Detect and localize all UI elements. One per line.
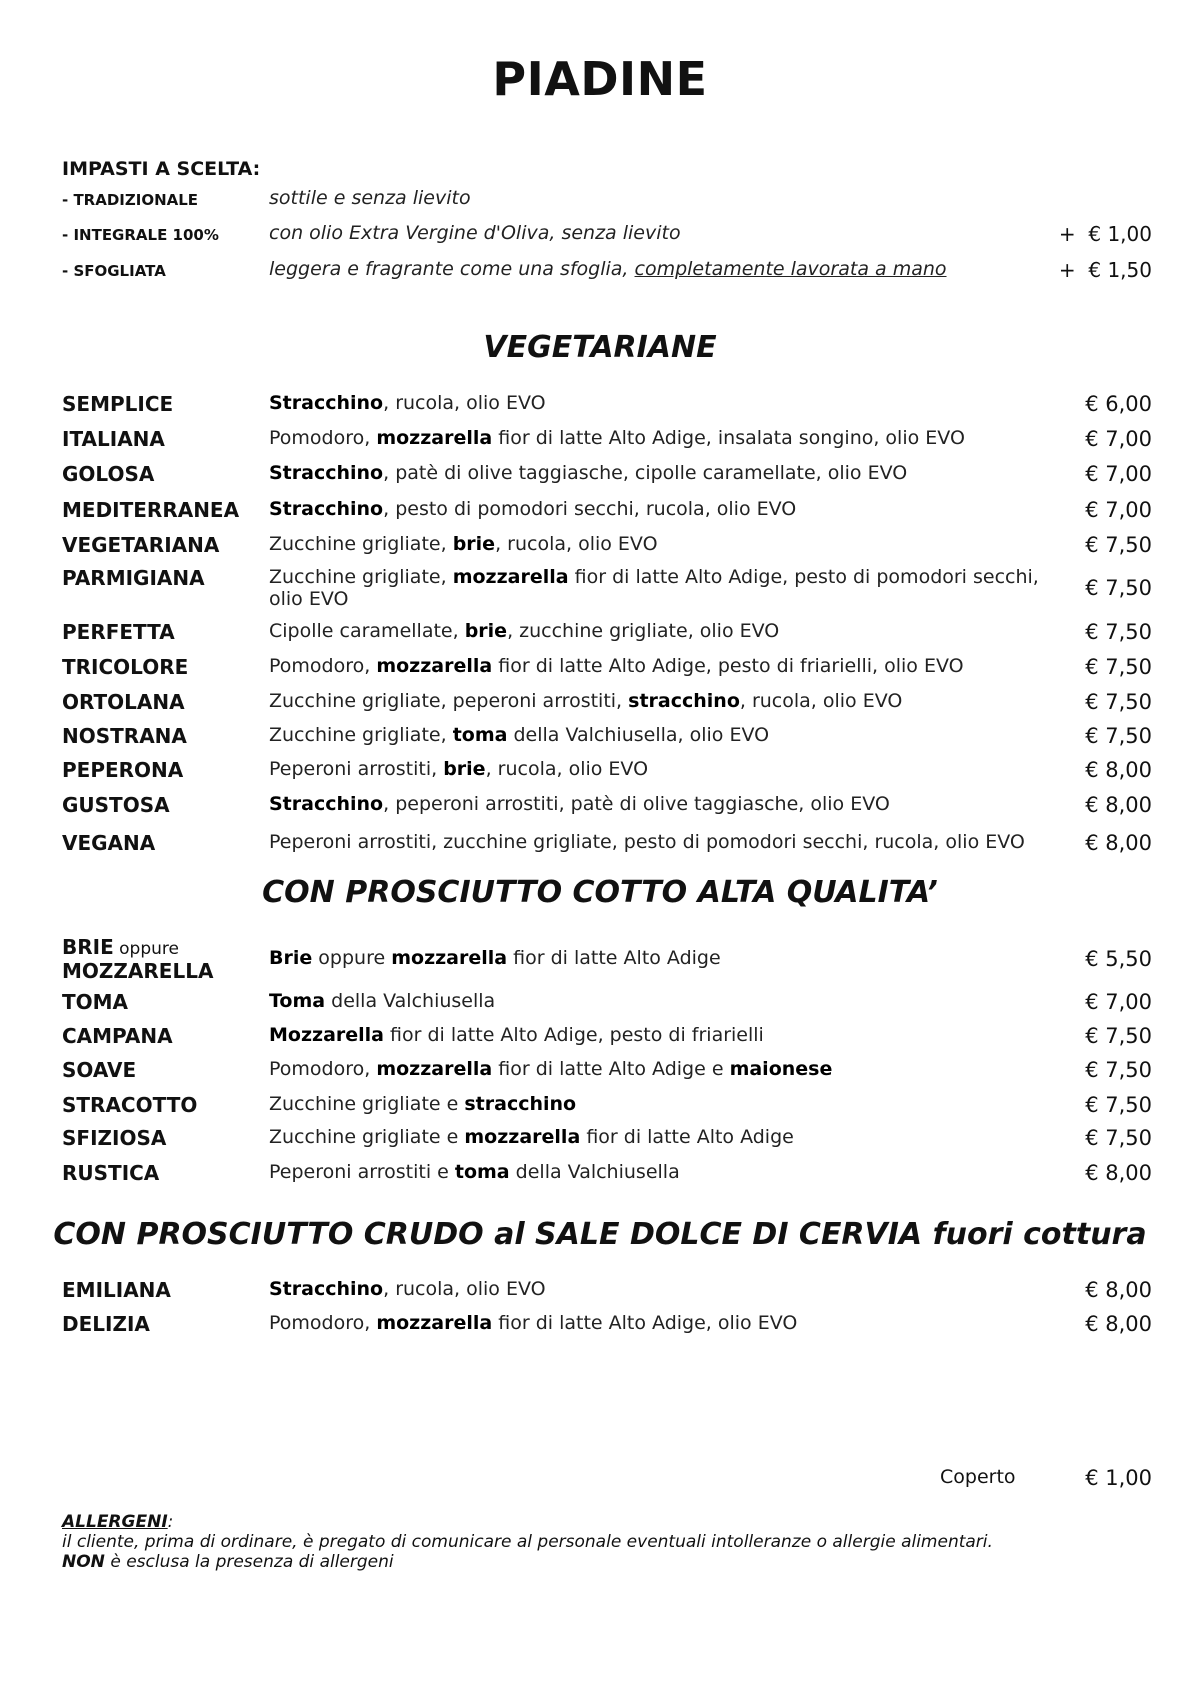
allergen-line-1: il cliente, prima di ordinare, è pregato di comunicare al personale eventuali intolleranze o allergie alimentari. <box>62 1532 993 1552</box>
item-name <box>62 935 213 983</box>
ingredient-text: , rucola, olio EVO <box>383 392 546 414</box>
item-name <box>62 392 173 416</box>
item-name <box>62 1058 136 1082</box>
item-name-text: VEGANA <box>62 831 156 855</box>
ingredient-highlight: Stracchino <box>269 462 384 484</box>
ingredient-highlight: stracchino <box>464 1093 577 1115</box>
item-name <box>62 498 239 522</box>
ingredient-highlight: mozzarella <box>452 566 569 588</box>
dough-description <box>269 222 681 244</box>
item-name-line2: MOZZARELLA <box>62 959 214 983</box>
item-price: € 7,50 <box>1085 724 1152 748</box>
item-description <box>269 1093 1059 1115</box>
item-description <box>269 947 1059 969</box>
ingredient-text: Peperoni arrostiti e <box>269 1161 455 1183</box>
item-price: € 8,00 <box>1085 831 1152 855</box>
item-description <box>269 1126 1059 1148</box>
item-name <box>62 1024 173 1048</box>
item-description <box>269 462 1059 484</box>
item-description <box>269 427 1059 449</box>
item-name <box>62 990 128 1014</box>
ingredient-text: Zucchine grigliate e <box>269 1126 465 1148</box>
dough-description-underlined: completamente lavorata a mano <box>634 258 947 280</box>
item-name-small: oppure <box>113 939 179 959</box>
item-description <box>269 566 1059 610</box>
item-description <box>269 392 1059 414</box>
item-name-text: TRICOLORE <box>62 655 189 679</box>
item-name <box>62 620 175 644</box>
ingredient-text: , rucola, olio EVO <box>485 758 649 780</box>
dough-row <box>62 222 1152 252</box>
item-price: € 6,00 <box>1085 392 1152 416</box>
item-description <box>269 1024 1059 1046</box>
item-name <box>62 655 188 679</box>
ingredient-text: , rucola, olio EVO <box>495 533 658 555</box>
cover-label: Coperto <box>940 1466 1016 1488</box>
item-name <box>62 462 154 486</box>
ingredient-text: , peperoni arrostiti, patè di olive taggiasche, olio EVO <box>383 793 890 815</box>
ingredient-text: Zucchine grigliate, <box>269 566 453 588</box>
ingredient-text: della Valchiusella, olio EVO <box>507 724 770 746</box>
item-description <box>269 620 1059 642</box>
item-description <box>269 1278 1059 1300</box>
item-name <box>62 1161 159 1185</box>
page-title: PIADINE <box>492 52 708 106</box>
ingredient-text: della Valchiusella <box>509 1161 680 1183</box>
doughs-heading: IMPASTI A SCELTA: <box>62 158 261 180</box>
dough-name: - SFOGLIATA <box>62 262 166 280</box>
ingredient-text: Zucchine grigliate e <box>269 1093 465 1115</box>
allergen-line-2 <box>62 1552 993 1572</box>
ingredient-text: Peperoni arrostiti, <box>269 758 444 780</box>
dough-description-text: con olio Extra Vergine d'Oliva, senza lievito <box>269 222 681 244</box>
section-title: VEGETARIANE <box>483 330 717 365</box>
item-description <box>269 655 1059 677</box>
item-price: € 8,00 <box>1085 793 1152 817</box>
item-name <box>62 793 170 817</box>
item-name <box>62 1126 166 1150</box>
dough-description <box>269 258 947 280</box>
item-name <box>62 427 165 451</box>
ingredient-highlight: mozzarella <box>376 427 493 449</box>
item-name-text: GUSTOSA <box>62 793 170 817</box>
item-name-text: VEGETARIANA <box>62 533 220 557</box>
item-price: € 8,00 <box>1085 1278 1152 1302</box>
ingredient-text: oppure <box>312 947 392 969</box>
ingredient-highlight: brie <box>464 620 508 642</box>
ingredient-highlight: mozzarella <box>376 1312 493 1334</box>
item-name-text: PEPERONA <box>62 758 184 782</box>
dough-row <box>62 187 1152 217</box>
item-name-text: EMILIANA <box>62 1278 171 1302</box>
ingredient-highlight: Stracchino <box>269 1278 384 1300</box>
allergen-title-suffix: : <box>167 1512 174 1532</box>
allergen-line-2-rest: è esclusa la presenza di allergeni <box>104 1552 394 1572</box>
ingredient-highlight: brie <box>452 533 496 555</box>
item-name-text: ITALIANA <box>62 427 165 451</box>
item-description <box>269 1058 1059 1080</box>
item-price: € 7,50 <box>1085 533 1152 557</box>
allergen-line-2-bold: NON <box>62 1552 105 1572</box>
dough-row <box>62 258 1152 288</box>
ingredient-highlight: mozzarella <box>391 947 508 969</box>
dough-description-text: sottile e senza lievito <box>269 187 471 209</box>
item-description <box>269 1161 1059 1183</box>
ingredient-text: Peperoni arrostiti, zucchine grigliate, pesto di pomodori secchi, rucola, olio EVO <box>269 831 1025 853</box>
item-price: € 7,00 <box>1085 427 1152 451</box>
ingredient-text: Cipolle caramellate, <box>269 620 465 642</box>
item-name-text: BRIE <box>62 935 114 959</box>
ingredient-text: Pomodoro, <box>269 655 377 677</box>
ingredient-text: , pesto di pomodori secchi, rucola, olio EVO <box>383 498 797 520</box>
ingredient-text: della Valchiusella <box>325 990 496 1012</box>
item-name-text: PERFETTA <box>62 620 175 644</box>
ingredient-highlight: Stracchino <box>269 793 384 815</box>
ingredient-highlight: Toma <box>269 990 326 1012</box>
item-name-text: TOMA <box>62 990 129 1014</box>
ingredient-highlight: toma <box>454 1161 510 1183</box>
ingredient-text: Zucchine grigliate, peperoni arrostiti, <box>269 690 629 712</box>
ingredient-highlight: Stracchino <box>269 392 384 414</box>
ingredient-text: , zucchine grigliate, olio EVO <box>507 620 780 642</box>
item-name-text: SEMPLICE <box>62 392 174 416</box>
ingredient-text: fior di latte Alto Adige e <box>492 1058 730 1080</box>
ingredient-text: , patè di olive taggiasche, cipolle caramellate, olio EVO <box>383 462 908 484</box>
dough-price: + € 1,50 <box>1058 258 1152 282</box>
ingredient-text: fior di latte Alto Adige, pesto di friarielli, olio EVO <box>492 655 964 677</box>
ingredient-text: Zucchine grigliate, <box>269 533 453 555</box>
item-description <box>269 758 1059 780</box>
item-name-text: MEDITERRANEA <box>62 498 240 522</box>
item-description <box>269 793 1059 815</box>
ingredient-highlight: maionese <box>729 1058 833 1080</box>
dough-name: - TRADIZIONALE <box>62 191 199 209</box>
item-name-text: PARMIGIANA <box>62 566 205 590</box>
item-name-text: GOLOSA <box>62 462 155 486</box>
item-price: € 5,50 <box>1085 947 1152 971</box>
dough-price: + € 1,00 <box>1058 222 1152 246</box>
ingredient-highlight: Brie <box>269 947 313 969</box>
item-name <box>62 758 183 782</box>
section-title: CON PROSCIUTTO CRUDO al SALE DOLCE DI CERVIA fuori cottura <box>53 1217 1147 1252</box>
ingredient-highlight: stracchino <box>628 690 740 712</box>
item-description <box>269 724 1059 746</box>
item-price: € 8,00 <box>1085 1161 1152 1185</box>
item-name-text: DELIZIA <box>62 1312 150 1336</box>
ingredient-text: Zucchine grigliate, <box>269 724 453 746</box>
allergen-notice <box>62 1512 993 1572</box>
item-name <box>62 1278 171 1302</box>
item-price: € 7,50 <box>1085 1093 1152 1117</box>
item-price: € 8,00 <box>1085 1312 1152 1336</box>
item-price: € 7,50 <box>1085 576 1152 600</box>
item-description <box>269 690 1059 712</box>
item-price: € 7,50 <box>1085 655 1152 679</box>
item-name-text: SFIZIOSA <box>62 1126 167 1150</box>
item-price: € 7,00 <box>1085 462 1152 486</box>
item-name <box>62 724 187 748</box>
item-price: € 7,50 <box>1085 690 1152 714</box>
item-price: € 8,00 <box>1085 758 1152 782</box>
ingredient-text: fior di latte Alto Adige, olio EVO <box>492 1312 798 1334</box>
item-price: € 7,00 <box>1085 498 1152 522</box>
ingredient-highlight: toma <box>452 724 508 746</box>
ingredient-text: Pomodoro, <box>269 1058 377 1080</box>
item-description <box>269 498 1059 520</box>
ingredient-highlight: Stracchino <box>269 498 384 520</box>
ingredient-text: , rucola, olio EVO <box>739 690 903 712</box>
ingredient-highlight: brie <box>443 758 486 780</box>
item-description <box>269 533 1059 555</box>
item-description <box>269 831 1059 853</box>
item-name <box>62 1312 150 1336</box>
dough-description-text: leggera e fragrante come una sfoglia, <box>269 258 635 280</box>
item-price: € 7,50 <box>1085 1024 1152 1048</box>
dough-description <box>269 187 471 209</box>
item-price: € 7,50 <box>1085 1126 1152 1150</box>
ingredient-text: fior di latte Alto Adige, pesto di pomodori secchi, olio EVO <box>269 566 1039 610</box>
dough-name: - INTEGRALE 100% <box>62 226 219 244</box>
item-name <box>62 566 205 590</box>
item-name <box>62 831 155 855</box>
ingredient-text: fior di latte Alto Adige, insalata songino, olio EVO <box>492 427 965 449</box>
ingredient-text: fior di latte Alto Adige <box>580 1126 794 1148</box>
item-name-text: STRACOTTO <box>62 1093 198 1117</box>
item-description <box>269 990 1059 1012</box>
item-name-text: NOSTRANA <box>62 724 187 748</box>
item-name-text: ORTOLANA <box>62 690 185 714</box>
ingredient-text: Pomodoro, <box>269 427 377 449</box>
ingredient-highlight: mozzarella <box>464 1126 581 1148</box>
item-name-text: SOAVE <box>62 1058 137 1082</box>
cover-price: € 1,00 <box>1085 1466 1152 1490</box>
ingredient-text: fior di latte Alto Adige <box>507 947 721 969</box>
section-title: CON PROSCIUTTO COTTO ALTA QUALITA’ <box>262 875 938 910</box>
item-price: € 7,50 <box>1085 1058 1152 1082</box>
item-description <box>269 1312 1059 1334</box>
ingredient-highlight: mozzarella <box>376 655 493 677</box>
item-price: € 7,50 <box>1085 620 1152 644</box>
ingredient-highlight: mozzarella <box>376 1058 493 1080</box>
ingredient-text: , rucola, olio EVO <box>383 1278 546 1300</box>
item-price: € 7,00 <box>1085 990 1152 1014</box>
item-name <box>62 1093 197 1117</box>
item-name <box>62 533 219 557</box>
allergen-title: ALLERGENI <box>62 1512 168 1532</box>
ingredient-text: fior di latte Alto Adige, pesto di friarielli <box>384 1024 764 1046</box>
item-name <box>62 690 185 714</box>
ingredient-highlight: Mozzarella <box>269 1024 385 1046</box>
item-name-text: CAMPANA <box>62 1024 173 1048</box>
ingredient-text: Pomodoro, <box>269 1312 377 1334</box>
item-name-text: RUSTICA <box>62 1161 160 1185</box>
